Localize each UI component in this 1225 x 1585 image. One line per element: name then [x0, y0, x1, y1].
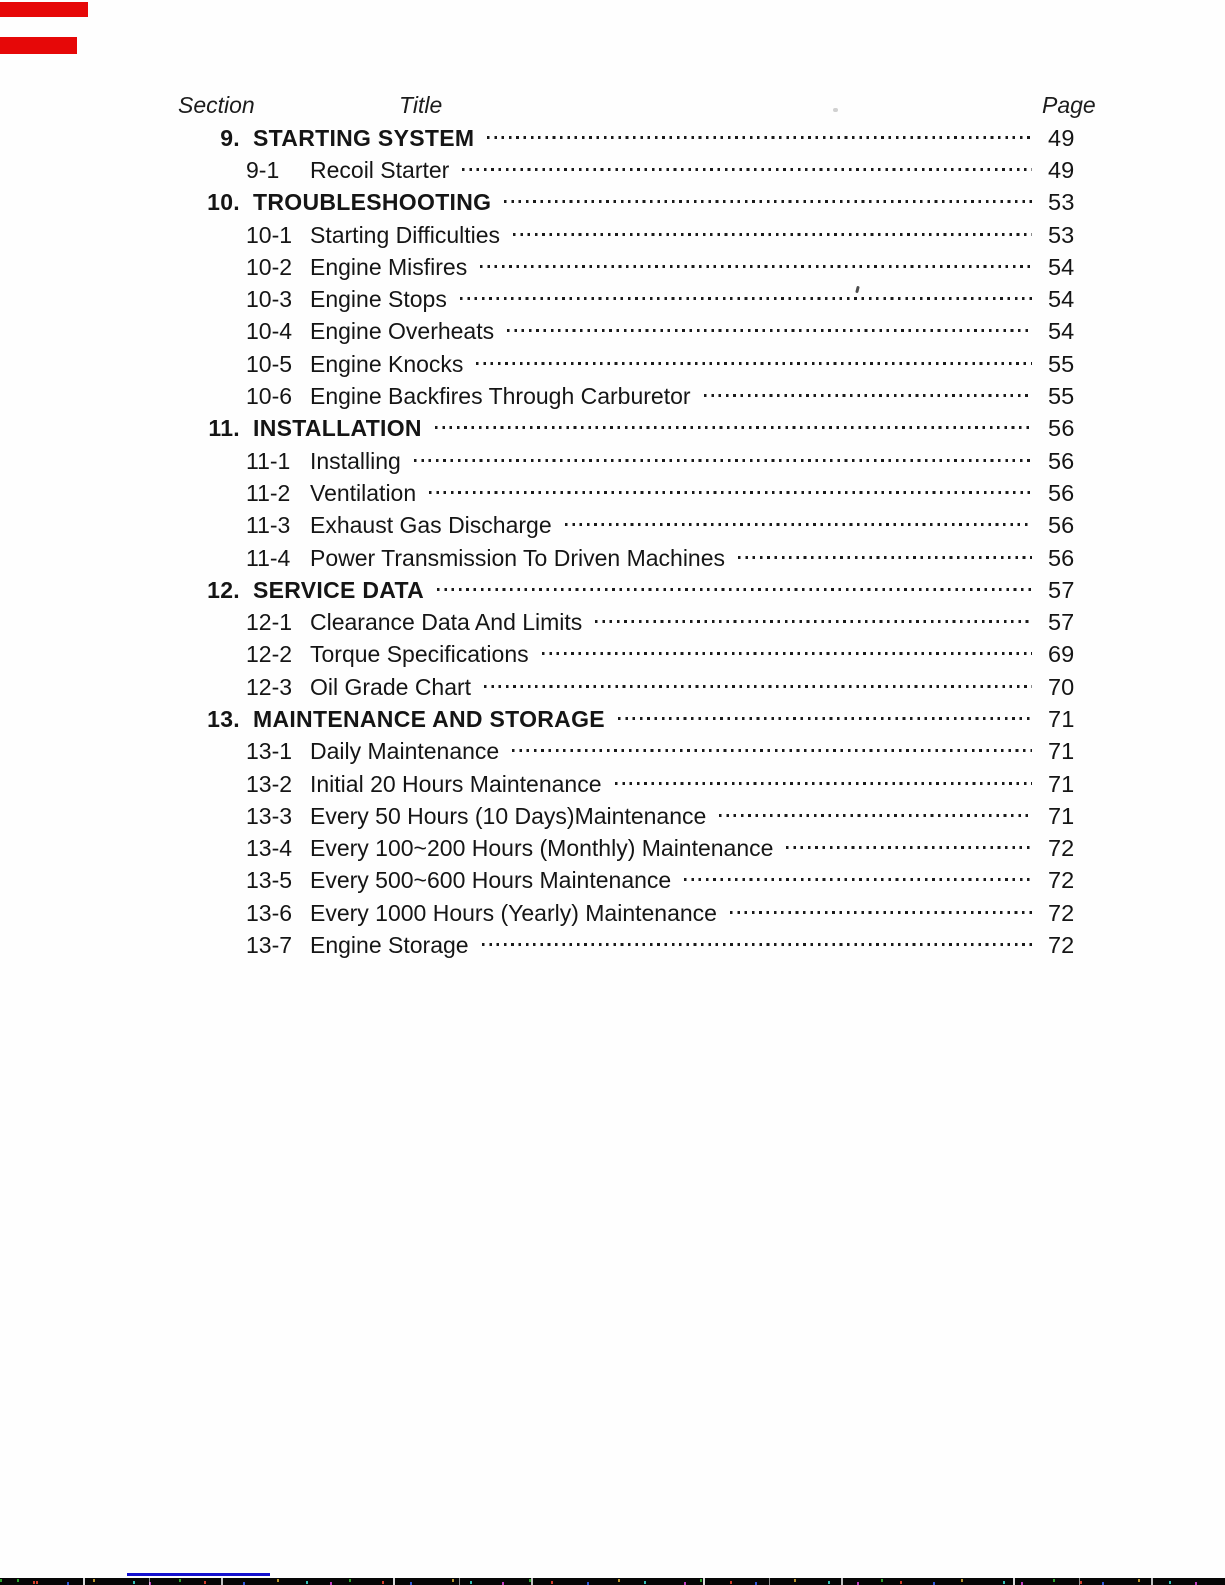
dot-leader — [512, 749, 1032, 752]
toc-row — [0, 122, 1225, 154]
page-number: 71 — [1048, 802, 1075, 829]
page-number: 49 — [1048, 156, 1075, 183]
page-number: 72 — [1048, 932, 1075, 959]
section-title: Installing — [310, 447, 401, 474]
toc-row — [0, 639, 1225, 671]
section-number: 11-3 — [246, 512, 291, 539]
section-title: TROUBLESHOOTING — [253, 189, 492, 216]
section-title: Exhaust Gas Discharge — [310, 512, 552, 539]
dot-leader — [542, 652, 1032, 655]
dot-leader — [595, 620, 1032, 623]
scan-speckle — [644, 1581, 646, 1584]
section-number: 10-1 — [246, 221, 293, 248]
scan-speckle — [1053, 1579, 1055, 1582]
toc-row — [0, 477, 1225, 509]
dot-leader — [738, 556, 1032, 559]
section-number: 10. — [207, 189, 240, 216]
section-number: 13-2 — [246, 770, 293, 797]
dot-leader — [719, 814, 1032, 817]
page-number: 55 — [1048, 383, 1075, 410]
section-number: 13-5 — [246, 867, 293, 894]
section-title: Oil Grade Chart — [310, 673, 472, 700]
toc-row — [0, 283, 1225, 315]
section-title: Engine Storage — [310, 932, 469, 959]
page-number: 71 — [1048, 705, 1075, 732]
scan-speckle — [277, 1579, 279, 1582]
section-number: 13-1 — [246, 738, 293, 765]
scan-speckle — [881, 1579, 883, 1582]
dot-leader — [482, 943, 1032, 946]
page-number: 54 — [1048, 318, 1075, 345]
toc-list — [0, 122, 1225, 962]
scan-edge-line — [0, 1578, 1225, 1585]
toc-row — [0, 768, 1225, 800]
scan-speckle — [470, 1581, 472, 1584]
toc-row — [0, 865, 1225, 897]
section-title: Daily Maintenance — [310, 738, 500, 765]
section-title: Starting Difficulties — [310, 221, 501, 248]
toc-row — [0, 316, 1225, 348]
red-scan-mark-2 — [0, 37, 77, 54]
section-title: Ventilation — [310, 479, 417, 506]
toc-row — [0, 606, 1225, 638]
scan-speckle — [1169, 1581, 1171, 1584]
section-title: Torque Specifications — [310, 641, 529, 668]
page-number: 53 — [1048, 221, 1075, 248]
toc-row — [0, 833, 1225, 865]
scan-speckle — [900, 1581, 902, 1584]
section-title: MAINTENANCE AND STORAGE — [253, 705, 605, 732]
page-number: 56 — [1048, 415, 1075, 442]
dot-leader — [730, 911, 1032, 914]
section-number: 11-4 — [246, 544, 291, 571]
dot-leader — [437, 588, 1032, 591]
page-number: 53 — [1048, 189, 1075, 216]
page-number: 72 — [1048, 867, 1075, 894]
page-number: 54 — [1048, 253, 1075, 280]
scan-speckle — [961, 1579, 963, 1582]
section-title: SERVICE DATA — [253, 576, 425, 603]
section-title: Initial 20 Hours Maintenance — [310, 770, 602, 797]
page-number: 54 — [1048, 286, 1075, 313]
toc-row — [0, 703, 1225, 735]
section-title: INSTALLATION — [253, 415, 422, 442]
dot-leader — [565, 523, 1032, 526]
dot-leader — [507, 329, 1032, 332]
scan-speckle — [179, 1579, 181, 1582]
section-title: Engine Overheats — [310, 318, 495, 345]
page-number: 56 — [1048, 512, 1075, 539]
toc-row — [0, 219, 1225, 251]
toc-row — [0, 800, 1225, 832]
dot-leader — [480, 265, 1032, 268]
section-title: Every 100~200 Hours (Monthly) Maintenance — [310, 835, 774, 862]
scan-speckle — [452, 1579, 454, 1582]
dot-leader — [414, 459, 1032, 462]
toc-row — [0, 445, 1225, 477]
scan-speckle — [306, 1581, 308, 1584]
section-title: Every 500~600 Hours Maintenance — [310, 867, 672, 894]
toc-row — [0, 671, 1225, 703]
scan-speckle — [33, 1581, 35, 1584]
page-number: 57 — [1048, 576, 1075, 603]
scan-speckle — [1003, 1581, 1005, 1584]
dot-leader — [476, 362, 1032, 365]
section-title: Engine Misfires — [310, 253, 468, 280]
scan-speckle — [133, 1581, 135, 1584]
toc-row — [0, 154, 1225, 186]
page-number: 72 — [1048, 835, 1075, 862]
toc-row — [0, 736, 1225, 768]
scan-speckle — [36, 1581, 38, 1584]
page-number: 49 — [1048, 124, 1075, 151]
section-number: 11. — [208, 415, 240, 442]
scan-speckle — [794, 1579, 796, 1582]
section-number: 12. — [207, 576, 240, 603]
dot-leader — [786, 846, 1032, 849]
toc-row — [0, 897, 1225, 929]
section-title: Clearance Data And Limits — [310, 609, 583, 636]
dot-leader — [704, 394, 1032, 397]
toc-header-title: Title — [399, 92, 443, 118]
section-title: Every 1000 Hours (Yearly) Maintenance — [310, 899, 717, 926]
scan-speckle — [349, 1579, 351, 1582]
toc-row — [0, 542, 1225, 574]
scan-speckle — [618, 1579, 620, 1582]
section-number: 13. — [207, 705, 240, 732]
page-number: 69 — [1048, 641, 1075, 668]
toc-row — [0, 510, 1225, 542]
section-number: 10-6 — [246, 383, 293, 410]
page-number: 71 — [1048, 738, 1075, 765]
section-number: 10-2 — [246, 253, 293, 280]
toc-row — [0, 929, 1225, 961]
toc-row — [0, 574, 1225, 606]
scan-speckle — [17, 1579, 19, 1582]
page-number: 55 — [1048, 350, 1075, 377]
section-number: 9-1 — [246, 156, 280, 183]
dot-leader — [462, 168, 1032, 171]
section-title: Engine Stops — [310, 286, 447, 313]
scan-speckle — [1138, 1579, 1140, 1582]
section-title: Every 50 Hours (10 Days)Maintenance — [310, 802, 707, 829]
section-title: Power Transmission To Driven Machines — [310, 544, 726, 571]
dot-leader — [684, 878, 1032, 881]
toc-header-page: Page — [1042, 92, 1225, 1585]
scan-speckle — [700, 1579, 702, 1582]
section-title: Engine Backfires Through Carburetor — [310, 383, 691, 410]
dot-leader — [513, 233, 1032, 236]
toc-row — [0, 348, 1225, 380]
section-number: 10-3 — [246, 286, 293, 313]
section-number: 12-1 — [246, 609, 293, 636]
page-number: 71 — [1048, 770, 1075, 797]
section-number: 13-6 — [246, 899, 293, 926]
page-number: 56 — [1048, 544, 1075, 571]
page-number: 70 — [1048, 673, 1075, 700]
toc-row — [0, 251, 1225, 283]
dot-leader — [484, 685, 1032, 688]
scan-speckle — [0, 1579, 2, 1582]
scan-speckle — [828, 1581, 830, 1584]
section-number: 13-4 — [246, 835, 293, 862]
toc-row — [0, 413, 1225, 445]
dot-leader — [429, 491, 1032, 494]
scan-speckle — [730, 1581, 732, 1584]
red-scan-mark-1 — [0, 2, 88, 17]
dot-leader — [618, 717, 1032, 720]
section-title: Engine Knocks — [310, 350, 464, 377]
dot-leader — [504, 200, 1032, 203]
dot-leader — [487, 136, 1032, 139]
section-title: STARTING SYSTEM — [253, 124, 475, 151]
toc-row — [0, 380, 1225, 412]
scan-speckle — [551, 1581, 553, 1584]
page-number: 57 — [1048, 609, 1075, 636]
page-number: 56 — [1048, 447, 1075, 474]
scan-speckle — [529, 1579, 531, 1582]
section-number: 13-7 — [246, 932, 293, 959]
scan-speckle — [1080, 1581, 1082, 1584]
faint-smudge — [833, 108, 838, 112]
section-number: 11-2 — [246, 479, 291, 506]
section-title: Recoil Starter — [310, 156, 450, 183]
blue-pen-underline — [127, 1573, 270, 1576]
dot-leader — [435, 426, 1032, 429]
page-number: 56 — [1048, 479, 1075, 506]
scan-speckle — [382, 1581, 384, 1584]
section-number: 13-3 — [246, 802, 293, 829]
section-number: 11-1 — [246, 447, 291, 474]
toc-row — [0, 187, 1225, 219]
section-number: 12-2 — [246, 641, 293, 668]
dot-leader — [615, 782, 1033, 785]
scan-speckle — [93, 1579, 95, 1582]
section-number: 9. — [220, 124, 240, 151]
section-number: 12-3 — [246, 673, 293, 700]
scan-speckle — [204, 1581, 206, 1584]
toc-header-section: Section — [178, 92, 255, 118]
section-number: 10-5 — [246, 350, 293, 377]
page-number: 72 — [1048, 899, 1075, 926]
section-number: 10-4 — [246, 318, 293, 345]
dot-leader — [460, 297, 1032, 300]
